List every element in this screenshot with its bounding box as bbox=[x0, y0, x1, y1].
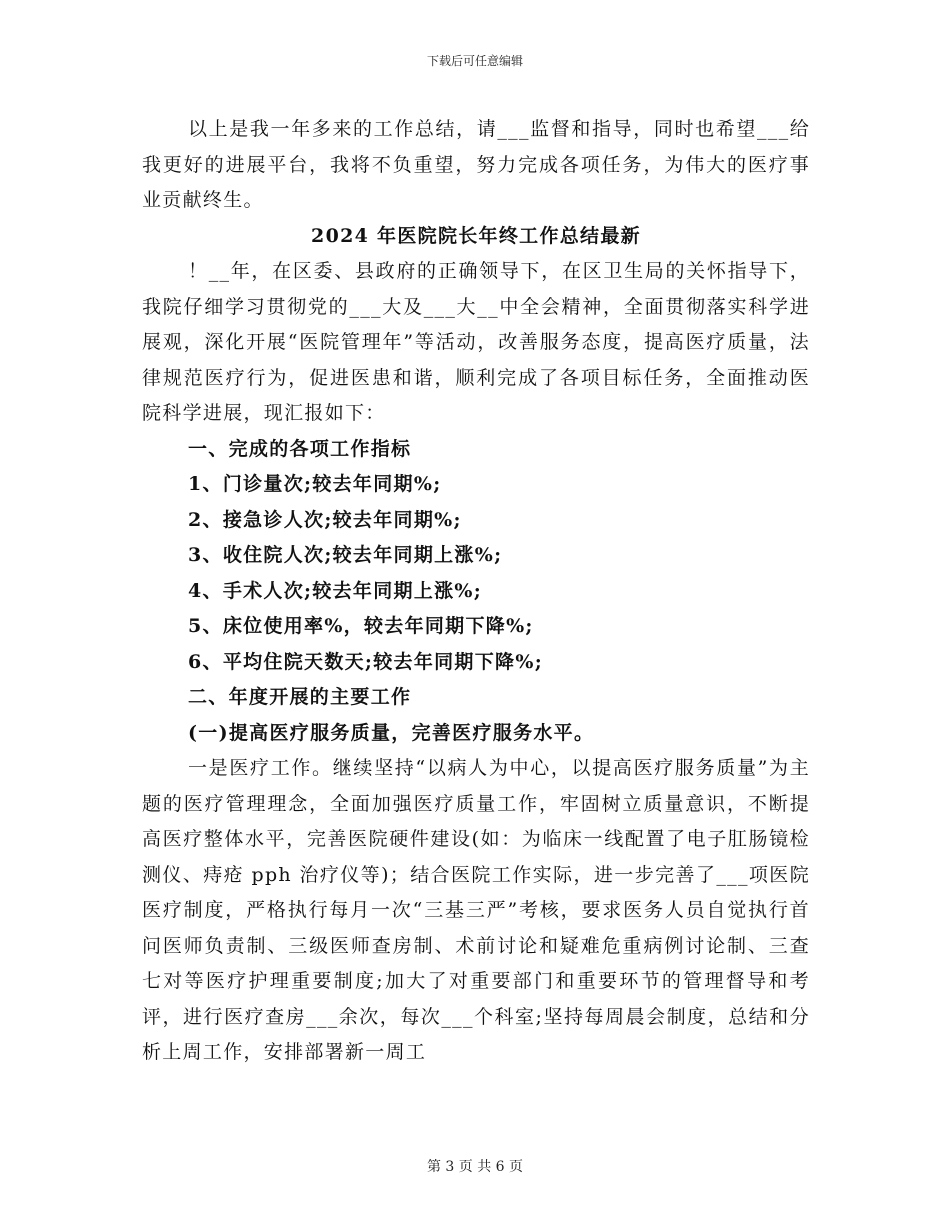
indicator-item: 5、床位使用率%，较去年同期下降%; bbox=[188, 615, 534, 637]
subsection-heading-1: (一)提高医疗服务质量，完善医疗服务水平。 bbox=[188, 721, 595, 744]
indicator-item: 6、平均住院天数天;较去年同期下降%; bbox=[188, 650, 544, 673]
indicator-item: 1、门诊量次;较去年同期%; bbox=[188, 473, 442, 495]
indicator-item: 4、手术人次;较去年同期上涨%; bbox=[188, 579, 483, 602]
document-body bbox=[142, 112, 810, 1071]
page-footer: 第 3 页 共 6 页 bbox=[426, 1159, 524, 1175]
indicator-item: 2、接急诊人次;较去年同期%; bbox=[188, 508, 462, 531]
section-heading-2: 二、年度开展的主要工作 bbox=[188, 686, 412, 708]
intro-paragraph: 以上是我一年多来的工作总结，请___监督和指导，同时也希望___给我更好的进展平台，我将不负重望，努力完成各项任务，为伟大的医疗事业贡献终生。 bbox=[142, 118, 810, 211]
section-heading-1: 一、完成的各项工作指标 bbox=[188, 437, 412, 460]
page-header: 下载后可任意编辑 bbox=[426, 54, 523, 68]
document-title: 2024 年医院院长年终工作总结最新 bbox=[311, 224, 641, 247]
opening-paragraph: ！__年，在区委、县政府的正确领导下，在区卫生局的关怀指导下，我院仔细学习贯彻党的___大及___大__中全会精神，全面贯彻落实科学进展观，深化开展“医院管理年”等活动，改善服务态度，提高医疗质量，法律规范医疗行为，促进医患和谐，顺利完成了各项目标任务，全面推动医院科学进展，现汇报如下： bbox=[142, 260, 810, 424]
body-paragraph: 一是医疗工作。继续坚持“以病人为中心，以提高医疗服务质量”为主题的医疗管理理念，全面加强医疗质量工作，牢固树立质量意识，不断提高医疗整体水平，完善医院硬件建设(如：为临床一线配置了电子肛肠镜检测仪、痔疮 pph 治疗仪等)；结合医院工作实际，进一步完善了___项医院医疗制度，严格执行每月一次“三基三严”考核，要求医务人员自觉执行首问医师负责制、三级医师查房制、术前讨论和疑难危重病例讨论制、三查七对等医疗护理重要制度;加大了对重要部门和重要环节的管理督导和考评，进行医疗查房___余次，每次___个科室;坚持每周晨会制度，总结和分析上周工作，安排部署新一周工 bbox=[142, 757, 810, 1063]
indicator-item: 3、收住院人次;较去年同期上涨%; bbox=[188, 544, 503, 566]
